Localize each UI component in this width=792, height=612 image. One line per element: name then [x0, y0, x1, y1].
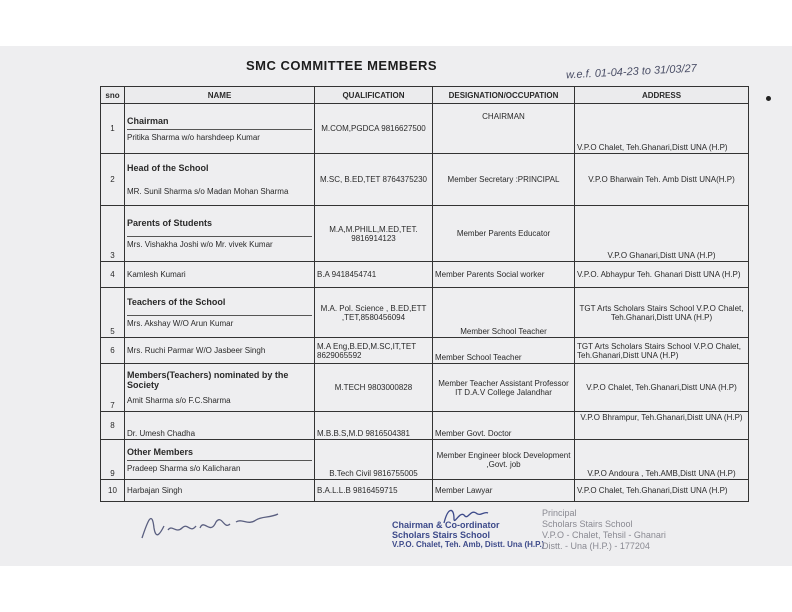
- table-row: [101, 262, 749, 288]
- cell-qualification: M.A Eng,B.ED,M.SC,IT,TET 8629065592: [315, 338, 433, 364]
- cell-address: V.P.O Andoura , Teh.AMB,Distt UNA (H.P): [575, 440, 749, 480]
- cell-address: V.P.O. Abhaypur Teh. Ghanari Distt UNA (H.P): [575, 262, 749, 288]
- cell-qualification: M.A,M.PHILL,M.ED,TET. 9816914123: [315, 206, 433, 262]
- cell-sno: 8: [101, 412, 125, 440]
- cell-name: [125, 154, 315, 206]
- member-name: MR. Sunil Sharma s/o Madan Mohan Sharma: [127, 187, 289, 196]
- table-row: [101, 440, 749, 480]
- cell-address: TGT Arts Scholars Stairs School V.P.O Chalet, Teh.Ghanari,Distt UNA (H.P): [575, 338, 749, 364]
- stamp-line: V.P.O - Chalet, Tehsil - Ghanari: [542, 530, 666, 540]
- cell-designation: Member Lawyar: [433, 480, 575, 502]
- stamp-line: Chairman & Co-ordinator: [392, 520, 500, 530]
- cell-sno: 2: [101, 154, 125, 206]
- group-heading: Members(Teachers) nominated by the Society: [127, 370, 289, 390]
- cell-address: V.P.O Bharwain Teh. Amb Distt UNA(H.P): [575, 154, 749, 206]
- cell-name: [125, 206, 315, 262]
- principal-stamp: [542, 508, 666, 552]
- page-title: SMC COMMITTEE MEMBERS: [246, 58, 438, 73]
- col-address: ADDRESS: [575, 87, 749, 104]
- cell-designation: Member Secretary :PRINCIPAL: [433, 154, 575, 206]
- cell-sno: 9: [101, 440, 125, 480]
- cell-sno: 4: [101, 262, 125, 288]
- table-row: [101, 288, 749, 338]
- cell-name: [125, 288, 315, 338]
- cell-sno: 1: [101, 104, 125, 154]
- cell-qualification: M.A. Pol. Science , B.ED,ETT ,TET,8580456094: [315, 288, 433, 338]
- col-sno: sno: [101, 87, 125, 104]
- cell-name: [125, 364, 315, 412]
- cell-designation: Member Parents Social worker: [433, 262, 575, 288]
- group-heading: Head of the School: [127, 163, 209, 173]
- group-heading: Chairman: [127, 115, 169, 126]
- cell-qualification: M.COM,PGDCA 9816627500: [315, 104, 433, 154]
- cell-address: V.P.O Chalet, Teh.Ghanari,Distt UNA (H.P): [575, 364, 749, 412]
- col-name: NAME: [125, 87, 315, 104]
- cell-designation: Member Parents Educator: [433, 206, 575, 262]
- group-heading: Other Members: [127, 446, 194, 457]
- cell-name: [125, 104, 315, 154]
- cell-qualification: B.A 9418454741: [315, 262, 433, 288]
- group-heading: Parents of Students: [127, 218, 213, 228]
- cell-designation: CHAIRMAN: [433, 104, 575, 154]
- cell-designation: Member Teacher Assistant Professor IT D.A.V College Jalandhar: [433, 364, 575, 412]
- table-row: [101, 480, 749, 502]
- cell-qualification: M.TECH 9803000828: [315, 364, 433, 412]
- cell-address: TGT Arts Scholars Stairs School V.P.O Chalet, Teh.Ghanari,Distt UNA (H.P): [575, 288, 749, 338]
- stamp-line: Scholars Stairs School: [392, 530, 491, 540]
- stamp-line: Distt. - Una (H.P.) - 177204: [542, 541, 650, 551]
- chairman-stamp: [392, 520, 544, 550]
- member-name: Amit Sharma s/o F.C.Sharma: [127, 396, 231, 405]
- cell-designation: Member School Teacher: [433, 288, 575, 338]
- cell-qualification: B.A.L.L.B 9816459715: [315, 480, 433, 502]
- col-designation: DESIGNATION/OCCUPATION: [433, 87, 575, 104]
- table-row: [101, 104, 749, 154]
- cell-designation: Member Govt. Doctor: [433, 412, 575, 440]
- table-row: [101, 364, 749, 412]
- cell-address: V.P.O Ghanari,Distt UNA (H.P): [575, 206, 749, 262]
- ink-dot: [766, 96, 771, 101]
- member-name: Mrs. Akshay W/O Arun Kumar: [127, 315, 312, 328]
- stamp-line: V.P.O. Chalet, Teh. Amb, Distt. Una (H.P.): [392, 540, 545, 549]
- member-name: Pradeep Sharma s/o Kalicharan: [127, 460, 312, 473]
- table-row: [101, 206, 749, 262]
- cell-sno: 7: [101, 364, 125, 412]
- stamp-line: Scholars Stairs School: [542, 519, 633, 529]
- cell-address: V.P.O Chalet, Teh.Ghanari,Distt UNA (H.P): [575, 104, 749, 154]
- cell-designation: Member Engineer block Development ,Govt. job: [433, 440, 575, 480]
- cell-name: Harbajan Singh: [125, 480, 315, 502]
- group-heading: Teachers of the School: [127, 297, 226, 307]
- cell-address: V.P.O Bhrampur, Teh.Ghanari,Distt UNA (H.P): [575, 412, 749, 440]
- cell-name: Dr. Umesh Chadha: [125, 412, 315, 440]
- members-table: [100, 86, 749, 502]
- cell-qualification: M.B.B.S,M.D 9816504381: [315, 412, 433, 440]
- cell-name: Kamlesh Kumari: [125, 262, 315, 288]
- cell-sno: 3: [101, 206, 125, 262]
- member-name: Mrs. Vishakha Joshi w/o Mr. vivek Kumar: [127, 236, 312, 249]
- col-qualification: QUALIFICATION: [315, 87, 433, 104]
- stamp-line: Principal: [542, 508, 577, 518]
- member-name: Pritika Sharma w/o harshdeep Kumar: [127, 129, 312, 142]
- cell-sno: 6: [101, 338, 125, 364]
- table-row: [101, 412, 749, 440]
- cell-qualification: M.SC, B.ED,TET 8764375230: [315, 154, 433, 206]
- cell-address: V.P.O Chalet, Teh.Ghanari,Distt UNA (H.P): [575, 480, 749, 502]
- cell-designation: Member School Teacher: [433, 338, 575, 364]
- head-of-school-signature: [138, 500, 288, 550]
- cell-sno: 5: [101, 288, 125, 338]
- table-row: [101, 154, 749, 206]
- table-row: [101, 338, 749, 364]
- cell-name: [125, 440, 315, 480]
- cell-name: Mrs. Ruchi Parmar W/O Jasbeer Singh: [125, 338, 315, 364]
- handwritten-wef-note: w.e.f. 01-04-23 to 31/03/27: [565, 62, 698, 82]
- cell-sno: 10: [101, 480, 125, 502]
- cell-qualification: B.Tech Civil 9816755005: [315, 440, 433, 480]
